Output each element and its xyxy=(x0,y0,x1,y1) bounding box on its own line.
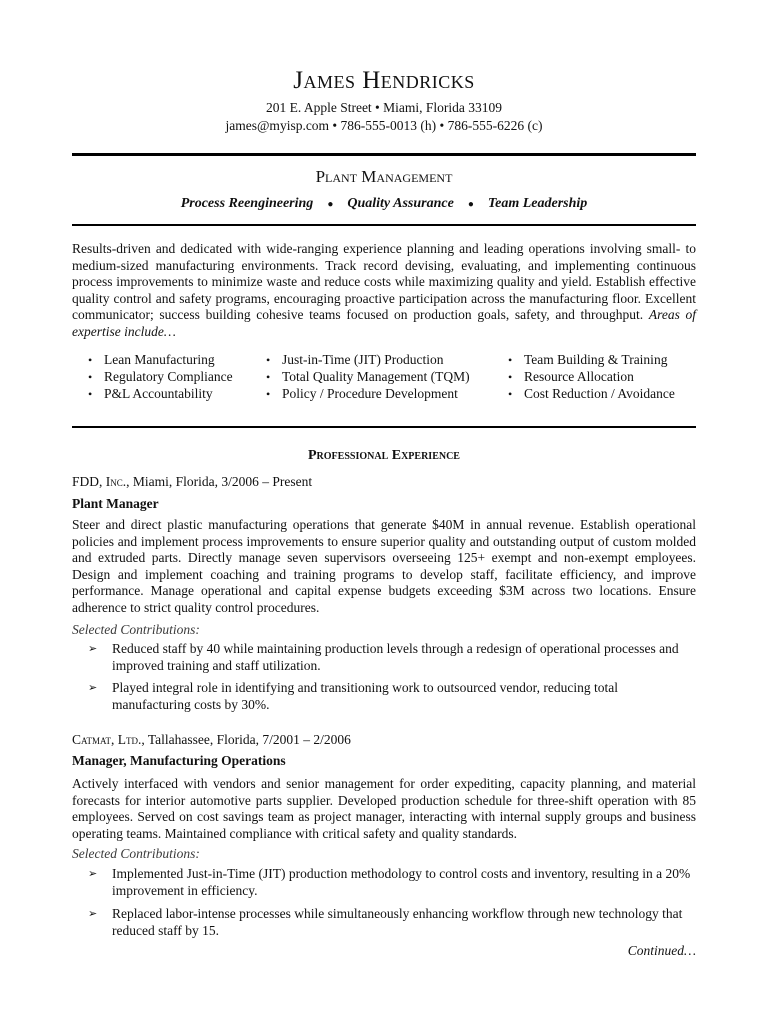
expertise-label: Total Quality Management (TQM) xyxy=(282,369,470,384)
bullet-icon: • xyxy=(266,370,271,384)
list-item xyxy=(266,386,470,403)
expertise-label: Regulatory Compliance xyxy=(104,369,233,384)
list-item xyxy=(88,352,233,369)
expertise-column-2 xyxy=(266,352,470,403)
company-name: FDD, Inc. xyxy=(72,474,127,489)
continued-note: Continued… xyxy=(627,943,696,958)
bullet-icon: • xyxy=(508,353,513,367)
job-title: Manager, Manufacturing Operations xyxy=(72,753,286,768)
address-line: 201 E. Apple Street • Miami, Florida 33109 xyxy=(265,100,503,115)
expertise-label: Cost Reduction / Avoidance xyxy=(524,386,675,401)
bullet-icon: • xyxy=(266,353,271,367)
expertise-list xyxy=(72,352,696,406)
job-description: Steer and direct plastic manufacturing operations that generate $40M in annual revenue. Establish operational policies and implement process improvements to ensure superior quality and outstanding output of custom molded and extruded parts. Directly manage seven supervisors overseeing 125+ exempt and non-exempt employees. Design and implement coaching and training programs to develop staff, facilitate efficiency, and improve performance. Manage operational and capital expense budgets exceeding $3M across two locations. Ensure adherence to strict quality control procedures. xyxy=(72,517,696,615)
company-name: Catmat, Ltd. xyxy=(72,732,142,747)
summary-text: Results-driven and dedicated with wide-ranging experience planning and leading operations involving small- to medium-sized manufacturing environments. Track record devising, evaluating, and implementing continuous process improvements to minimize waste and reduce costs while maximizing quality and yield. Establish effective quality control and safety programs, encouraging proactive participation across the manufacturing floor. Excellent communicator; success building cohesive teams focused on production goals, safety, and throughput. xyxy=(72,241,696,322)
list-item xyxy=(266,369,470,386)
expertise-label: P&L Accountability xyxy=(104,386,213,401)
company-details: , Miami, Florida, 3/2006 – Present xyxy=(126,474,313,489)
arrow-bullet-icon: ➢ xyxy=(88,643,98,655)
contribution-text: Reduced staff by 40 while maintaining production levels through a redesign of operational processes and improved training and staff utilization. xyxy=(112,641,679,673)
headline-title: Plant Management xyxy=(315,167,453,186)
contribution-text: Played integral role in identifying and transitioning work to outsourced vendor, reducing total manufacturing costs by 30%. xyxy=(112,680,618,712)
summary-lead-in: Areas of expertise include… xyxy=(72,307,697,339)
job-description: Actively interfaced with vendors and senior management for order expediting, capacity planning, and material forecasts for interior automotive parts supplier. Developed production schedule for three-shift operation with 85 employees. Served on cost savings team as project manager, interacting with internal supply groups and business operating teams. Maintained compliance with critical safety and quality standards. xyxy=(72,776,696,841)
list-item xyxy=(508,369,675,386)
contributions-label: Selected Contributions: xyxy=(72,622,200,637)
separator-dot: ● xyxy=(467,199,474,210)
expertise-label: Just-in-Time (JIT) Production xyxy=(282,352,444,367)
bullet-icon: • xyxy=(88,387,93,401)
company-line xyxy=(72,474,312,491)
company-line xyxy=(72,732,351,749)
bullet-icon: • xyxy=(508,370,513,384)
contact-line: james@myisp.com • 786-555-0013 (h) • 786-555-6226 (c) xyxy=(225,118,543,133)
list-item xyxy=(88,386,233,403)
bullet-icon: • xyxy=(266,387,271,401)
headline-divider xyxy=(72,224,696,226)
expertise-label: Resource Allocation xyxy=(524,369,634,384)
job-title: Plant Manager xyxy=(72,496,159,511)
arrow-bullet-icon: ➢ xyxy=(88,868,98,880)
list-item xyxy=(88,369,233,386)
specialty-item: Process Reengineering xyxy=(180,196,314,211)
specialties-line xyxy=(72,196,696,214)
bullet-icon: • xyxy=(88,353,93,367)
bullet-icon: • xyxy=(88,370,93,384)
expertise-label: Lean Manufacturing xyxy=(104,352,215,367)
header-divider xyxy=(72,153,696,156)
list-item xyxy=(508,352,675,369)
specialty-item: Team Leadership xyxy=(487,196,588,211)
arrow-bullet-icon: ➢ xyxy=(88,908,98,920)
contribution-text: Implemented Just-in-Time (JIT) production methodology to control costs and inventory, resulting in a 20% improvement in efficiency. xyxy=(112,866,691,898)
expertise-label: Team Building & Training xyxy=(524,352,668,367)
specialty-item: Quality Assurance xyxy=(347,196,454,211)
separator-dot: ● xyxy=(327,199,334,210)
summary-divider xyxy=(72,426,696,428)
summary-paragraph xyxy=(72,241,696,340)
contributions-label: Selected Contributions: xyxy=(72,846,200,861)
bullet-icon: • xyxy=(508,387,513,401)
arrow-bullet-icon: ➢ xyxy=(88,682,98,694)
candidate-name: James Hendricks xyxy=(293,67,475,94)
contribution-text: Replaced labor-intense processes while simultaneously enhancing workflow through new technology that reduced staff by 15. xyxy=(112,906,683,938)
expertise-column-1 xyxy=(88,352,233,403)
expertise-column-3 xyxy=(508,352,675,403)
experience-title: Professional Experience xyxy=(308,448,460,463)
list-item xyxy=(266,352,470,369)
expertise-label: Policy / Procedure Development xyxy=(282,386,458,401)
company-details: , Tallahassee, Florida, 7/2001 – 2/2006 xyxy=(141,732,351,747)
list-item xyxy=(508,386,675,403)
